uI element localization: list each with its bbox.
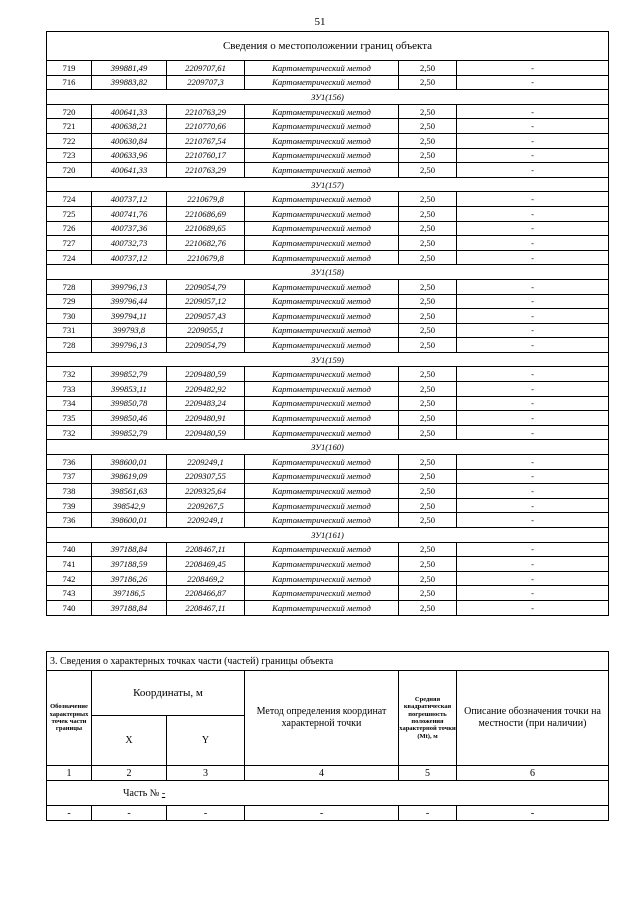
point-id-cell: 740: [47, 542, 92, 557]
column-number: 5: [399, 766, 457, 781]
description-cell: -: [457, 338, 609, 353]
x-coordinate-cell: 399793,8: [92, 323, 167, 338]
section-label: ЗУ1(160): [47, 440, 609, 455]
x-coordinate-cell: 397188,59: [92, 557, 167, 572]
description-cell: -: [457, 411, 609, 426]
method-cell: Картометрический метод: [245, 61, 399, 76]
table-row: [47, 236, 609, 251]
point-id-cell: 732: [47, 367, 92, 382]
y-coordinate-cell: 2209057,12: [167, 294, 245, 309]
x-coordinate-cell: 398542,9: [92, 498, 167, 513]
method-cell: Картометрический метод: [245, 469, 399, 484]
x-coordinate-cell: 399850,78: [92, 396, 167, 411]
point-id-cell: 727: [47, 236, 92, 251]
point-id-cell: 728: [47, 279, 92, 294]
point-id-cell: 736: [47, 455, 92, 470]
y-coordinate-cell: 2209325,64: [167, 484, 245, 499]
table-cell: -: [92, 806, 167, 821]
header-row-1: [47, 671, 609, 716]
method-cell: Картометрический метод: [245, 192, 399, 207]
point-id-cell: 716: [47, 75, 92, 90]
section-label-row: [47, 177, 609, 192]
point-id-cell: 720: [47, 163, 92, 178]
point-id-cell: 737: [47, 469, 92, 484]
table-row: [47, 382, 609, 397]
table-row: [47, 104, 609, 119]
table-row: [47, 250, 609, 265]
table-row: [47, 586, 609, 601]
accuracy-cell: 2,50: [399, 586, 457, 601]
accuracy-cell: 2,50: [399, 75, 457, 90]
x-coordinate-cell: 400641,33: [92, 163, 167, 178]
section-label: ЗУ1(159): [47, 352, 609, 367]
point-id-cell: 729: [47, 294, 92, 309]
method-cell: Картометрический метод: [245, 323, 399, 338]
x-coordinate-cell: 398561,63: [92, 484, 167, 499]
method-cell: Картометрический метод: [245, 133, 399, 148]
accuracy-cell: 2,50: [399, 396, 457, 411]
method-cell: Картометрический метод: [245, 294, 399, 309]
y-coordinate-cell: 2210686,69: [167, 206, 245, 221]
accuracy-cell: 2,50: [399, 498, 457, 513]
method-cell: Картометрический метод: [245, 542, 399, 557]
y-coordinate-cell: 2209482,92: [167, 382, 245, 397]
description-cell: -: [457, 192, 609, 207]
y-coordinate-cell: 2209480,59: [167, 367, 245, 382]
header-point-designation: Обозначение характерных точек части границы: [47, 671, 92, 766]
accuracy-cell: 2,50: [399, 382, 457, 397]
method-cell: Картометрический метод: [245, 338, 399, 353]
accuracy-cell: 2,50: [399, 557, 457, 572]
table-row: [47, 192, 609, 207]
description-cell: -: [457, 250, 609, 265]
y-coordinate-cell: 2209480,91: [167, 411, 245, 426]
accuracy-cell: 2,50: [399, 425, 457, 440]
method-cell: Картометрический метод: [245, 104, 399, 119]
table-cell: -: [399, 806, 457, 821]
table-row: [47, 469, 609, 484]
x-coordinate-cell: 400630,84: [92, 133, 167, 148]
table-row: [47, 75, 609, 90]
y-coordinate-cell: 2210763,29: [167, 163, 245, 178]
y-coordinate-cell: 2209483,24: [167, 396, 245, 411]
point-id-cell: 731: [47, 323, 92, 338]
accuracy-cell: 2,50: [399, 600, 457, 615]
description-cell: -: [457, 206, 609, 221]
section-label-row: [47, 528, 609, 543]
x-coordinate-cell: 400737,36: [92, 221, 167, 236]
point-id-cell: 722: [47, 133, 92, 148]
section-label: ЗУ1(158): [47, 265, 609, 280]
accuracy-cell: 2,50: [399, 221, 457, 236]
y-coordinate-cell: 2209054,79: [167, 338, 245, 353]
point-id-cell: 732: [47, 425, 92, 440]
description-cell: -: [457, 484, 609, 499]
description-cell: -: [457, 513, 609, 528]
table-row: [47, 498, 609, 513]
description-cell: -: [457, 600, 609, 615]
header-method: Метод определения координат характерной точки: [245, 671, 399, 766]
x-coordinate-cell: 399796,44: [92, 294, 167, 309]
accuracy-cell: 2,50: [399, 192, 457, 207]
point-id-cell: 721: [47, 119, 92, 134]
description-cell: -: [457, 148, 609, 163]
point-id-cell: 743: [47, 586, 92, 601]
accuracy-cell: 2,50: [399, 469, 457, 484]
column-number: 6: [457, 766, 609, 781]
y-coordinate-cell: 2208467,11: [167, 542, 245, 557]
description-cell: -: [457, 571, 609, 586]
y-coordinate-cell: 2209055,1: [167, 323, 245, 338]
x-coordinate-cell: 400633,96: [92, 148, 167, 163]
section-label: ЗУ1(156): [47, 90, 609, 105]
method-cell: Картометрический метод: [245, 309, 399, 324]
table-row: [47, 323, 609, 338]
y-coordinate-cell: 2208469,45: [167, 557, 245, 572]
table-cell: -: [167, 806, 245, 821]
accuracy-cell: 2,50: [399, 163, 457, 178]
x-coordinate-cell: 400741,76: [92, 206, 167, 221]
method-cell: Картометрический метод: [245, 75, 399, 90]
description-cell: -: [457, 221, 609, 236]
header-coordinates: Координаты, м: [92, 671, 245, 716]
point-id-cell: 736: [47, 513, 92, 528]
point-id-cell: 725: [47, 206, 92, 221]
y-coordinate-cell: 2209307,55: [167, 469, 245, 484]
accuracy-cell: 2,50: [399, 294, 457, 309]
accuracy-cell: 2,50: [399, 323, 457, 338]
table-row: [47, 557, 609, 572]
table-cell: -: [457, 806, 609, 821]
table-row: [47, 148, 609, 163]
y-coordinate-cell: 2208466,87: [167, 586, 245, 601]
method-cell: Картометрический метод: [245, 571, 399, 586]
accuracy-cell: 2,50: [399, 236, 457, 251]
table-row: [47, 309, 609, 324]
accuracy-cell: 2,50: [399, 250, 457, 265]
part-label-row: [47, 781, 609, 806]
point-id-cell: 741: [47, 557, 92, 572]
method-cell: Картометрический метод: [245, 206, 399, 221]
x-coordinate-cell: 397186,26: [92, 571, 167, 586]
description-cell: -: [457, 498, 609, 513]
table-row: [47, 163, 609, 178]
method-cell: Картометрический метод: [245, 455, 399, 470]
method-cell: Картометрический метод: [245, 411, 399, 426]
x-coordinate-cell: 399852,79: [92, 367, 167, 382]
x-coordinate-cell: 399853,11: [92, 382, 167, 397]
y-coordinate-cell: 2209054,79: [167, 279, 245, 294]
y-coordinate-cell: 2209707,61: [167, 61, 245, 76]
accuracy-cell: 2,50: [399, 119, 457, 134]
description-cell: -: [457, 75, 609, 90]
method-cell: Картометрический метод: [245, 498, 399, 513]
x-coordinate-cell: 399883,82: [92, 75, 167, 90]
description-cell: -: [457, 61, 609, 76]
description-cell: -: [457, 367, 609, 382]
y-coordinate-cell: 2209267,5: [167, 498, 245, 513]
description-cell: -: [457, 104, 609, 119]
section-label-row: [47, 440, 609, 455]
y-coordinate-cell: 2208467,11: [167, 600, 245, 615]
y-coordinate-cell: 2210679,8: [167, 250, 245, 265]
accuracy-cell: 2,50: [399, 571, 457, 586]
point-id-cell: 734: [47, 396, 92, 411]
boundary-location-table: [46, 31, 609, 616]
accuracy-cell: 2,50: [399, 542, 457, 557]
table-row: [47, 411, 609, 426]
table-row: [47, 425, 609, 440]
description-cell: -: [457, 133, 609, 148]
header-y: Y: [167, 716, 245, 766]
table-row: [47, 133, 609, 148]
column-number: 1: [47, 766, 92, 781]
y-coordinate-cell: 2209249,1: [167, 455, 245, 470]
y-coordinate-cell: 2210763,29: [167, 104, 245, 119]
accuracy-cell: 2,50: [399, 309, 457, 324]
y-coordinate-cell: 2210679,8: [167, 192, 245, 207]
point-id-cell: 720: [47, 104, 92, 119]
description-cell: -: [457, 425, 609, 440]
point-id-cell: 724: [47, 250, 92, 265]
method-cell: Картометрический метод: [245, 382, 399, 397]
x-coordinate-cell: 400732,73: [92, 236, 167, 251]
x-coordinate-cell: 398600,01: [92, 455, 167, 470]
point-id-cell: 733: [47, 382, 92, 397]
table-row: [47, 513, 609, 528]
method-cell: Картометрический метод: [245, 119, 399, 134]
description-cell: -: [457, 323, 609, 338]
method-cell: Картометрический метод: [245, 600, 399, 615]
table-row: [47, 294, 609, 309]
part-label-cell: [47, 781, 609, 806]
description-cell: -: [457, 557, 609, 572]
table-row: [47, 396, 609, 411]
header-description: Описание обозначения точки на местности (при наличии): [457, 671, 609, 766]
table-row: [47, 279, 609, 294]
x-coordinate-cell: 397188,84: [92, 600, 167, 615]
column-number: 3: [167, 766, 245, 781]
point-id-cell: 728: [47, 338, 92, 353]
point-id-cell: 742: [47, 571, 92, 586]
point-id-cell: 726: [47, 221, 92, 236]
table-cell: -: [47, 806, 92, 821]
method-cell: Картометрический метод: [245, 513, 399, 528]
table-row: [47, 600, 609, 615]
x-coordinate-cell: 400737,12: [92, 192, 167, 207]
x-coordinate-cell: 399794,11: [92, 309, 167, 324]
x-coordinate-cell: 398600,01: [92, 513, 167, 528]
description-cell: -: [457, 119, 609, 134]
accuracy-cell: 2,50: [399, 411, 457, 426]
x-coordinate-cell: 399852,79: [92, 425, 167, 440]
x-coordinate-cell: 397188,84: [92, 542, 167, 557]
table-row: [47, 455, 609, 470]
section-label: ЗУ1(161): [47, 528, 609, 543]
accuracy-cell: 2,50: [399, 484, 457, 499]
accuracy-cell: 2,50: [399, 513, 457, 528]
point-id-cell: 724: [47, 192, 92, 207]
x-coordinate-cell: 400641,33: [92, 104, 167, 119]
part-value: -: [161, 787, 166, 799]
description-cell: -: [457, 542, 609, 557]
accuracy-cell: 2,50: [399, 206, 457, 221]
accuracy-cell: 2,50: [399, 148, 457, 163]
section-3-heading: 3. Сведения о характерных точках части (частей) границы объекта: [47, 652, 609, 671]
y-coordinate-cell: 2209707,3: [167, 75, 245, 90]
description-cell: -: [457, 396, 609, 411]
y-coordinate-cell: 2209480,59: [167, 425, 245, 440]
accuracy-cell: 2,50: [399, 338, 457, 353]
accuracy-cell: 2,50: [399, 104, 457, 119]
section-label-row: [47, 352, 609, 367]
y-coordinate-cell: 2210767,54: [167, 133, 245, 148]
y-coordinate-cell: 2209249,1: [167, 513, 245, 528]
point-id-cell: 723: [47, 148, 92, 163]
description-cell: -: [457, 382, 609, 397]
method-cell: Картометрический метод: [245, 396, 399, 411]
column-number: 2: [92, 766, 167, 781]
section-label: ЗУ1(157): [47, 177, 609, 192]
method-cell: Картометрический метод: [245, 484, 399, 499]
point-id-cell: 738: [47, 484, 92, 499]
header-accuracy: Средняя квадратическая погрешность положения характерной точки (Mt), м: [399, 671, 457, 766]
header-x: X: [92, 716, 167, 766]
y-coordinate-cell: 2210770,66: [167, 119, 245, 134]
description-cell: -: [457, 163, 609, 178]
method-cell: Картометрический метод: [245, 221, 399, 236]
table-row: [47, 367, 609, 382]
point-id-cell: 739: [47, 498, 92, 513]
empty-part-row: [47, 806, 609, 821]
part-label: Часть №: [123, 787, 160, 799]
table-row: [47, 484, 609, 499]
table-cell: -: [245, 806, 399, 821]
x-coordinate-cell: 397186,5: [92, 586, 167, 601]
section-heading-row: [47, 652, 609, 671]
method-cell: Картометрический метод: [245, 557, 399, 572]
accuracy-cell: 2,50: [399, 279, 457, 294]
description-cell: -: [457, 294, 609, 309]
method-cell: Картометрический метод: [245, 425, 399, 440]
y-coordinate-cell: 2209057,43: [167, 309, 245, 324]
point-id-cell: 730: [47, 309, 92, 324]
method-cell: Картометрический метод: [245, 148, 399, 163]
accuracy-cell: 2,50: [399, 455, 457, 470]
section-label-row: [47, 90, 609, 105]
page-number: 51: [314, 16, 326, 28]
table-row: [47, 221, 609, 236]
method-cell: Картометрический метод: [245, 367, 399, 382]
x-coordinate-cell: 399796,13: [92, 338, 167, 353]
table-row: [47, 542, 609, 557]
part-points-table: [46, 651, 609, 821]
table-title-row: [47, 32, 609, 61]
method-cell: Картометрический метод: [245, 163, 399, 178]
x-coordinate-cell: 399850,46: [92, 411, 167, 426]
table-row: [47, 61, 609, 76]
table-row: [47, 571, 609, 586]
method-cell: Картометрический метод: [245, 250, 399, 265]
accuracy-cell: 2,50: [399, 61, 457, 76]
y-coordinate-cell: 2210760,17: [167, 148, 245, 163]
description-cell: -: [457, 455, 609, 470]
x-coordinate-cell: 399796,13: [92, 279, 167, 294]
table-row: [47, 206, 609, 221]
x-coordinate-cell: 398619,09: [92, 469, 167, 484]
description-cell: -: [457, 236, 609, 251]
x-coordinate-cell: 400737,12: [92, 250, 167, 265]
table-title: Сведения о местоположении границ объекта: [47, 32, 609, 61]
method-cell: Картометрический метод: [245, 279, 399, 294]
section-label-row: [47, 265, 609, 280]
accuracy-cell: 2,50: [399, 133, 457, 148]
table-row: [47, 338, 609, 353]
x-coordinate-cell: 399881,49: [92, 61, 167, 76]
y-coordinate-cell: 2210682,76: [167, 236, 245, 251]
method-cell: Картометрический метод: [245, 586, 399, 601]
table-row: [47, 119, 609, 134]
description-cell: -: [457, 309, 609, 324]
point-id-cell: 735: [47, 411, 92, 426]
x-coordinate-cell: 400638,21: [92, 119, 167, 134]
method-cell: Картометрический метод: [245, 236, 399, 251]
point-id-cell: 740: [47, 600, 92, 615]
description-cell: -: [457, 279, 609, 294]
accuracy-cell: 2,50: [399, 367, 457, 382]
y-coordinate-cell: 2208469,2: [167, 571, 245, 586]
column-number: 4: [245, 766, 399, 781]
point-id-cell: 719: [47, 61, 92, 76]
description-cell: -: [457, 469, 609, 484]
y-coordinate-cell: 2210689,65: [167, 221, 245, 236]
description-cell: -: [457, 586, 609, 601]
column-numbers-row: [47, 766, 609, 781]
